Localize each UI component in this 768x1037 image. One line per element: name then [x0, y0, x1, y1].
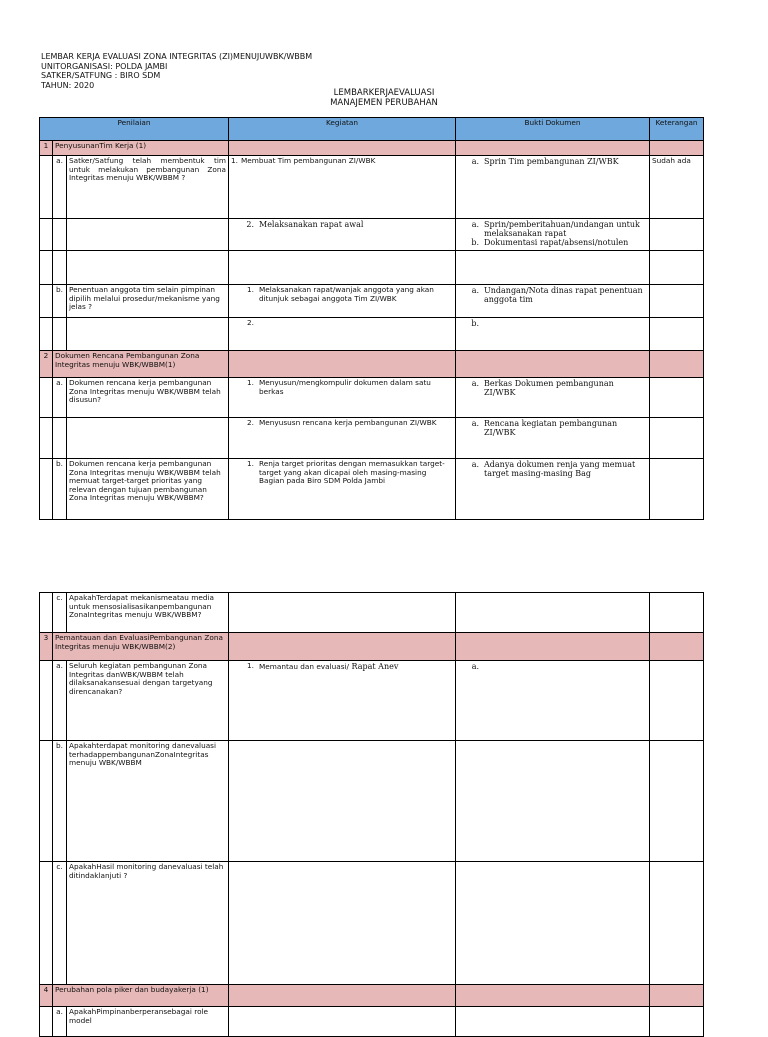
- item-letter: b.: [53, 741, 67, 862]
- col-header-kegiatan: Kegiatan: [229, 118, 456, 141]
- document-title: [0, 88, 768, 108]
- assessment-text: Dokumen rencana kerja pembangunan Zona Integritas menuju WBK/WBBM telah memuat target-target prioritas yang relevan dengan tujuan pembangunan Zona Integritas menuju WBK/WBBM?: [67, 459, 229, 520]
- assessment-text: Dokumen rencana kerja pembangunan Zona Integritas menuju WBK/WBBM telah disusun?: [67, 378, 229, 418]
- evidence-text: Berkas Dokumen pembangunan ZI/WBK: [484, 379, 614, 397]
- header-satker: SATKER/SATFUNG : BIRO SDM: [41, 71, 161, 80]
- remarks-text: Sudah ada: [650, 156, 704, 219]
- document-header: [41, 52, 312, 90]
- evaluation-table-part-2: [39, 592, 704, 1037]
- section-title: Dokumen Rencana Pembangunan Zona Integritas menuju WBK/WBBM(1): [53, 351, 229, 378]
- evidence-text: Adanya dokumen renja yang memuat target masing-masing Bag: [484, 460, 636, 478]
- assessment-text: Seluruh kegiatan pembangunan Zona Integritas danWBK/WBBM telah dilaksanakansesuai dengan targetyang direncanakan?: [67, 661, 229, 741]
- evaluation-table-part-1: [39, 117, 704, 520]
- title-line-2: MANAJEMEN PERUBAHAN: [330, 98, 438, 108]
- title-line-1: LEMBARKERJAEVALUASI: [333, 88, 435, 98]
- col-header-keterangan: Keterangan: [650, 118, 704, 141]
- item-letter: c.: [53, 593, 67, 633]
- evidence-text: Undangan/Nota dinas rapat penentuan anggota tim: [484, 286, 643, 304]
- header-year: TAHUN: 2020: [41, 80, 95, 90]
- section-title: Pemantauan dan EvaluasiPembangunan Zona Integritas menuju WBK/WBBM(2): [53, 633, 229, 661]
- activity-text: Melaksanakan rapat/wanjak anggota yang akan ditunjuk sebagai anggota Tim ZI/WBK: [259, 285, 434, 303]
- table-row: a. Seluruh kegiatan pembangunan Zona Integritas danWBK/WBBM telah dilaksanakansesuai dengan targetyang direncanakan? 1. Memantau dan evaluasi/ Rapat Anev a.: [40, 661, 704, 741]
- table-row: 2. Melaksanakan rapat awal a. Sprin/pemberitahuan/undangan untuk melaksanakan rapat b. Dokumentasi rapat/absensi/notulen: [40, 219, 704, 251]
- item-letter: a.: [53, 378, 67, 418]
- table-row: a. Dokumen rencana kerja pembangunan Zona Integritas menuju WBK/WBBM telah disusun? 1. Menyusun/mengkompulir dokumen dalam satu berkas a. Berkas Dokumen pembangunan ZI/WBK: [40, 378, 704, 418]
- header-unit: UNITORGANISASI: POLDA JAMBI: [41, 61, 168, 71]
- assessment-text: Apakahterdapat monitoring danevaluasi terhadappembangunanZonaIntegritas menuju WBK/WBBM: [67, 741, 229, 862]
- table-row: [40, 862, 704, 985]
- activity-text: Menyususn rencana kerja pembangunan ZI/WBK: [259, 418, 437, 427]
- section-title: Perubahan pola piker dan budayakerja (1): [53, 985, 229, 1007]
- item-letter: b.: [53, 459, 67, 520]
- section-row: [40, 351, 704, 378]
- col-header-bukti: Bukti Dokumen: [456, 118, 650, 141]
- activity-text: Melaksanakan rapat awal: [259, 220, 364, 229]
- evidence-text: Sprin Tim pembangunan ZI/WBK: [484, 157, 619, 166]
- table-row: [40, 593, 704, 633]
- section-row: [40, 985, 704, 1007]
- table-header-row: [40, 118, 704, 141]
- table-row: a. Satker/Satfung telah membentuk tim untuk melakukan pembangunan Zona Integritas menuju WBK/WBBM ? 1. Membuat Tim pembangunan ZI/WBK a. Sprin Tim pembangunan ZI/WBK Sudah ada: [40, 156, 704, 219]
- col-header-penilaian: Penilaian: [40, 118, 229, 141]
- table-row: [40, 251, 704, 285]
- section-row: [40, 633, 704, 661]
- table-row: 2. b.: [40, 318, 704, 351]
- section-number: 4: [40, 985, 53, 1007]
- assessment-text: ApakahHasil monitoring danevaluasi telah ditindaklanjuti ?: [67, 862, 229, 985]
- assessment-text: ApakahPimpinanberperansebagai role model: [67, 1007, 229, 1037]
- activity-text: Menyusun/mengkompulir dokumen dalam satu berkas: [259, 378, 431, 396]
- evidence-text: Sprin/pemberitahuan/undangan untuk melaksanakan rapat: [484, 220, 640, 238]
- section-number: 1: [40, 141, 53, 156]
- evidence-text: Dokumentasi rapat/absensi/notulen: [484, 238, 629, 247]
- table-row: 2. Menyususn rencana kerja pembangunan ZI/WBK a. Rencana kegiatan pembangunan ZI/WBK: [40, 418, 704, 459]
- assessment-text: Penentuan anggota tim selain pimpinan dipilih melalui prosedur/mekanisme yang jelas ?: [67, 285, 229, 318]
- item-letter: a.: [53, 1007, 67, 1037]
- item-letter: a.: [53, 661, 67, 741]
- evidence-text: [484, 662, 647, 671]
- activity-text: [259, 319, 453, 328]
- section-number: 3: [40, 633, 53, 661]
- table-row: b. Penentuan anggota tim selain pimpinan dipilih melalui prosedur/mekanisme yang jelas ? 1. Melaksanakan rapat/wanjak anggota yang akan ditunjuk sebagai anggota Tim ZI/WBK a. Undangan/Nota dinas rapat penentuan anggota tim: [40, 285, 704, 318]
- table-row: [40, 741, 704, 862]
- evidence-text: [484, 319, 647, 328]
- section-row: [40, 141, 704, 156]
- table-row: b. Dokumen rencana kerja pembangunan Zona Integritas menuju WBK/WBBM telah memuat target-target prioritas yang relevan dengan tujuan pembangunan Zona Integritas menuju WBK/WBBM? 1. Renja target prioritas dengan memasukkan target-target yang akan dicapai oleh masing-masing Bagian pada Biro SDM Polda Jambi a. Adanya dokumen renja yang memuat target masing-masing Bag: [40, 459, 704, 520]
- header-form-title: LEMBAR KERJA EVALUASI ZONA INTEGRITAS (ZI)MENUJUWBK/WBBM: [41, 52, 313, 61]
- item-letter: c.: [53, 862, 67, 985]
- section-title: PenyusunanTim Kerja (1): [53, 141, 229, 156]
- activity-text: Renja target prioritas dengan memasukkan target-target yang akan dicapai oleh masing-masing Bagian pada Biro SDM Polda Jambi: [259, 459, 445, 486]
- assessment-text: ApakahTerdapat mekanismeatau media untuk mensosialisasikanpembangunan ZonaIntegritas menuju WBK/WBBM?: [67, 593, 229, 633]
- assessment-text: Satker/Satfung telah membentuk tim untuk melakukan pembangunan Zona Integritas menuju WBK/WBBM ?: [67, 156, 229, 219]
- evidence-text: Rencana kegiatan pembangunan ZI/WBK: [484, 419, 618, 437]
- activity-text: Memantau dan evaluasi/ Rapat Anev: [259, 662, 399, 671]
- activity-text: Membuat Tim pembangunan ZI/WBK: [241, 156, 376, 165]
- section-number: 2: [40, 351, 53, 378]
- table-row: [40, 1007, 704, 1037]
- item-letter: a.: [53, 156, 67, 219]
- item-letter: b.: [53, 285, 67, 318]
